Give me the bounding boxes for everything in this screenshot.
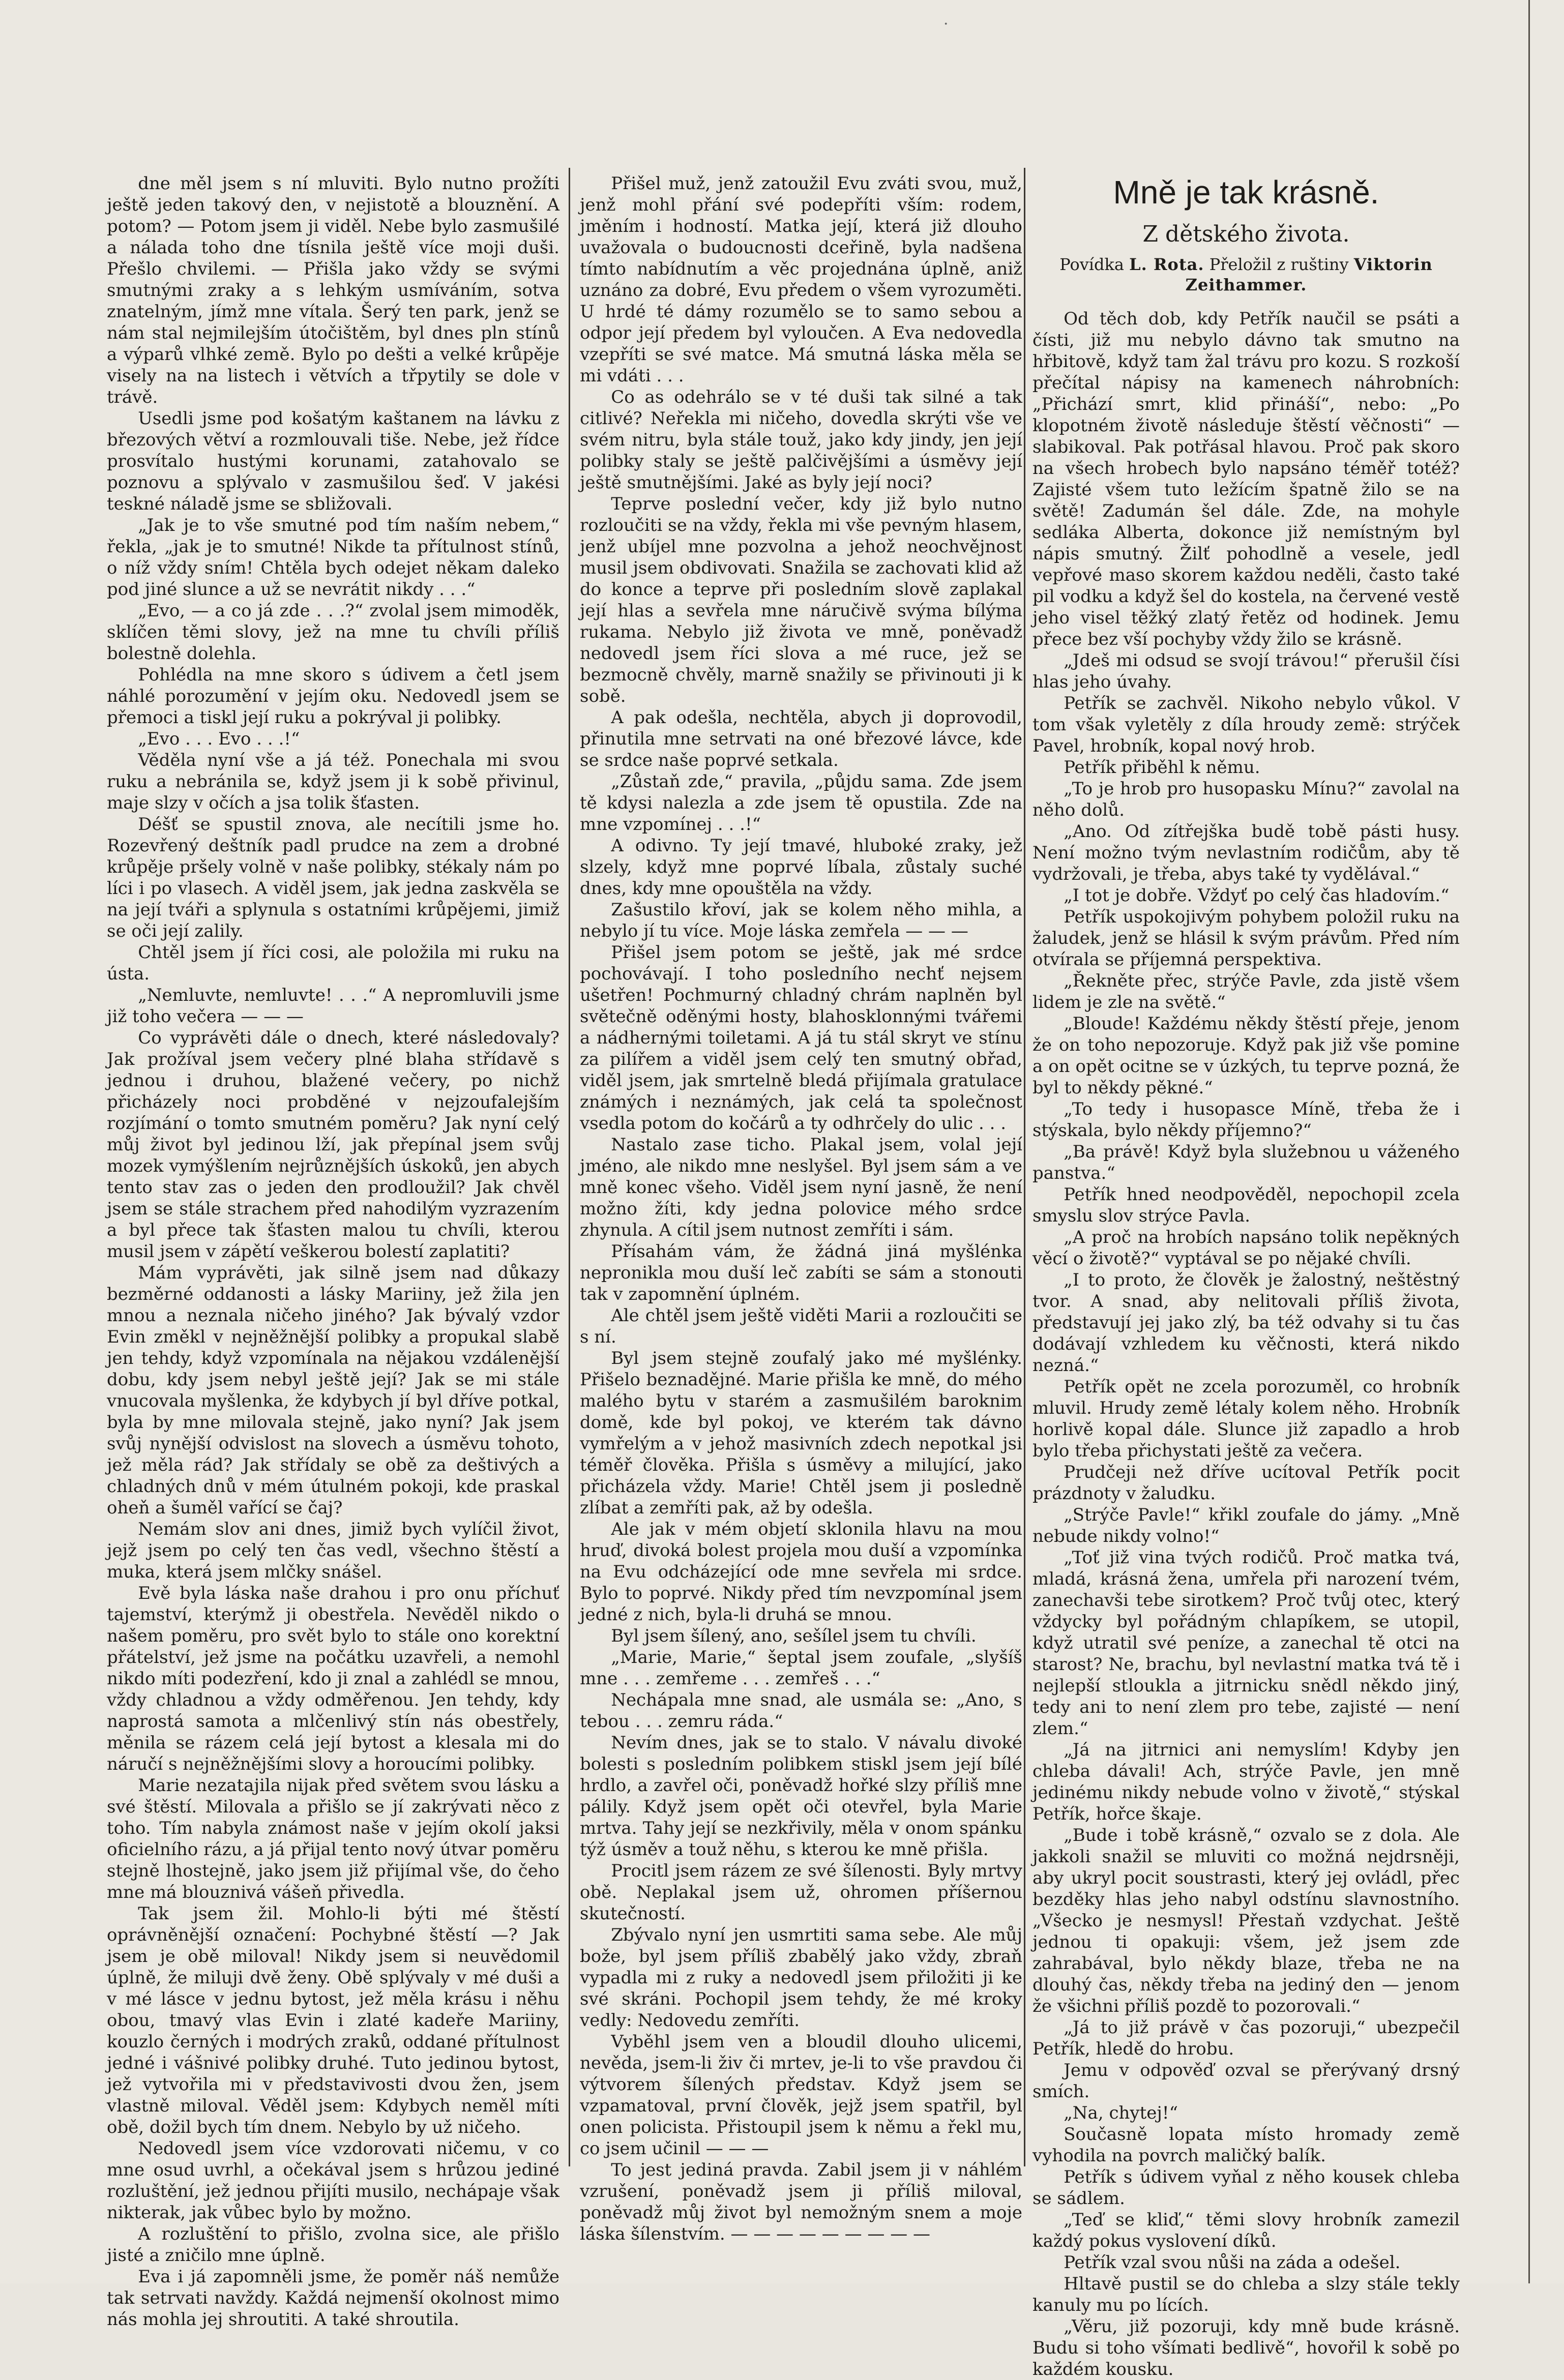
paragraph: Co as odehrálo se v té duši tak silné a tak citlivé? Neřekla mi ničeho, dovedla skrýti vše ve svém nitru, byla stále touž, jako kdy jindy, jen její polibky staly se ještě palčivějšími a úsměvy její ještě smutnějšími. Jaké as byly její noci? xyxy=(580,387,1022,493)
credit-prefix: Povídka xyxy=(1059,255,1124,274)
paragraph: „Toť již vina tvých rodičů. Proč matka tvá, mladá, krásná žena, umřela při narození tvém, zanechavši tebe sirotkem? Proč tvůj otec, který vždycky byl pořádným chlapíkem, se utopil, když utratil své peníze, a zanechal tě otci na starost? Ne, brachu, byl nevlastní matka tvá tě i nejlepší stloukla a jitrnicku snědl někdo jiný, tedy ani to není zlem pro tebe, zajisté — není zlem.“ xyxy=(1032,1548,1460,1739)
paragraph: Petřík se zachvěl. Nikoho nebylo vůkol. V tom však vyletěly z díla hroudy země: strýček Pavel, hrobník, kopal nový hrob. xyxy=(1032,693,1460,756)
paragraph: Zašustilo křoví, jak se kolem něho mihla, a nebylo jí tu více. Moje láska zemřela — — — xyxy=(580,900,1022,941)
story-subtitle: Z dětského života. xyxy=(1142,221,1350,247)
paragraph: dne měl jsem s ní mluviti. Bylo nutno prožíti ještě jeden takový den, v nejistotě a blouznění. A potom? — Potom jsem ji viděl. Nebe bylo zasmušilé a nálada toho dne tísnila ještě více moji duši. Přešlo chvilemi. — Přišla jako vždy se svými smutnými zraky a s lehkým usmíváním, sotva znatelným, jímž mne vítala. Šerý ten park, jenž se nám stal nejmilejším útočištěm, byl dnes pln stínů a výparů vlhké země. Bylo po dešti a velké krůpěje visely na na listech i větvích a třpytily se dole v trávě. xyxy=(107,173,559,407)
paragraph: Marie nezatajila nijak před světem svou lásku a své štěstí. Milovala a přišlo se jí zakrývati něco z toho. Tím nabyla známost naše v jejím okolí jaksi oficielního rázu, a já přijal tento nový útvar poměru stejně lhostejně, jako jsem již přijímal vše, do čeho mne má blouznivá vášeň přivedla. xyxy=(107,1775,559,1902)
paragraph: Hltavě pustil se do chleba a slzy stále tekly kanuly mu po lících. xyxy=(1032,2274,1460,2315)
paragraph: „Jak je to vše smutné pod tím naším nebem,“ řekla, „jak je to smutné! Nikde ta přítulnost stínů, o níž vždy sním! Chtěla bych odejet někam daleko pod jiné slunce a už se nevrátit nikdy . . .“ xyxy=(107,515,559,600)
author-name: L. Rota. xyxy=(1129,255,1204,274)
paragraph: Vyběhl jsem ven a bloudil dlouho ulicemi, nevěda, jsem-li živ či mrtev, je-li to vše pravdou či výtvorem šílených představ. Když jsem se vzpamatoval, první člověk, jejž jsem spatřil, byl onen policista. Přistoupil jsem k němu a řekl mu, co jsem učinil — — — xyxy=(580,2032,1022,2159)
paragraph: Přísahám vám, že žádná jiná myšlénka nepronikla mou duší leč zabíti se sám a stonouti tak v zapomnění úplném. xyxy=(580,1241,1022,1304)
paragraph: Prudčeji než dříve ucítoval Petřík pocit prázdnoty v žaludku. xyxy=(1032,1462,1460,1504)
paragraph: „Ano. Od zítřejška budě tobě pásti husy. Není možno tvým nevlastním rodičům, aby tě vydržovali, je třeba, abys také ty vydělával.“ xyxy=(1032,821,1460,884)
paragraph: Zbývalo nyní jen usmrtiti sama sebe. Ale můj bože, byl jsem příliš zbabělý jako vždy, zbraň vypadla mi z ruky a nedovedl jsem přiložiti ji ke své skráni. Pochopil jsem tehdy, že mé kroky vedly: Nedovedu zemříti. xyxy=(580,1925,1022,2031)
paragraph: Tak jsem žil. Mohlo-li býti mé štěstí oprávněnější označení: Pochybné štěstí —? Jak jsem je obě miloval! Nikdy jsem si neuvědomil úplně, že miluji dvě ženy. Obě splývaly v mé duši a v mé lásce v jednu bytost, jež měla krásu i něhu obou, tmavý vlas Evin i zlaté kadeře Mariiny, kouzlo černých i modrých zraků, oddané přítulnost jedné i vášnivé polibky druhé. Tuto jedinou bytost, jež vytvořila mi v představivosti dvou žen, jsem vlastně miloval. Věděl jsem: Kdybych neměl míti obě, dožil bych tím dnem. Nebylo by už ničeho. xyxy=(107,1903,559,2137)
paragraph: Ale jak v mém objetí sklonila hlavu na mou hruď, divoká bolest projela mou duší a vzpomínka na Evu odcházející ode mne sevřela mi srdce. Bylo to poprvé. Nikdy před tím nevzpomínal jsem jedné z nich, byla-li druhá se mnou. xyxy=(580,1519,1022,1625)
column-divider xyxy=(569,168,570,2166)
paragraph: Chtěl jsem jí říci cosi, ale položila mi ruku na ústa. xyxy=(107,942,559,984)
paragraph: Petřík přiběhl k němu. xyxy=(1064,757,1260,778)
paragraph: Petřík opět ne zcela porozuměl, co hrobník mluvil. Hrudy země létaly kolem něho. Hrobník horlivě kopal dále. Slunce již zapadlo a hrob bylo třeba přichystati ještě za večera. xyxy=(1032,1377,1460,1461)
paragraph: „Zůstaň zde,“ pravila, „půjdu sama. Zde jsem tě kdysi nalezla a zde jsem tě opustila. Zde na mne vzpomínej . . .!“ xyxy=(580,771,1022,835)
paragraph: Petřík s údivem vyňal z něho kousek chleba se sádlem. xyxy=(1032,2167,1460,2209)
paragraph: Mám vyprávěti, jak silně jsem nad důkazy bezměrné oddanosti a lásky Mariiny, jež žila jen mnou a neznala ničeho jiného? Jak bývalý vzdor Evin změkl v nejněžnější polibky a propukal slabě jen tehdy, když vzpomínala na nějakou vzdálenější dobu, kdy jsem nebyl ještě její? Jak se mi stále vnucovala myšlenka, že kdybych jí byl dříve potkal, byla by mne milovala stejně, jako nyní? Jak jsem svůj nynější odvislost na slovech a úsměvu tohoto, jež měla rád? Jak střídaly se obě za deštivých a chladných dnů v mém útulném pokoji, kde praskal oheň a šuměl vařící se čaj? xyxy=(107,1263,559,1518)
story-title: Mně je tak krásně. xyxy=(1113,174,1379,211)
paragraph: Co vyprávěti dále o dnech, které následovaly? Jak prožíval jsem večery plné blaha střídavě s jednou i druhou, blažené večery, po nichž přicházely noci probděné v nejzoufalejším rozjímání o tomto smutném poměru? Jak nyní celý můj život byl jedinou lží, jak přepínal jsem svůj mozek vymýšlením nejrůznějších úskoků, jen abych tento stav zas o jeden den prodloužil? Jak chvěl jsem se stále strachem před nahodilým vyzrazením a byl přece tak šťasten malou tu chvíli, kterou musil jsem v zápětí veškerou bolestí zaplatiti? xyxy=(107,1028,559,1262)
paragraph: Nedovedl jsem více vzdorovati ničemu, v co mne osud uvrhl, a očekával jsem s hrůzou jediné rozluštění, jež jednou přijíti musilo, nechápaje však nikterak, jak vůbec bylo by možno. xyxy=(107,2138,559,2223)
paragraph: „Já to již právě v čas pozoruji,“ ubezpečil Petřík, hledě do hrobu. xyxy=(1032,2017,1460,2059)
paragraph: To jest jediná pravda. Zabil jsem ji v náhlém vzrušení, poněvadž jsem ji příliš miloval, poněvadž můj život byl nemožným snem a moje láska šílenstvím. — — — — — — — — — xyxy=(580,2160,1022,2244)
paragraph: Nevím dnes, jak se to stalo. V návalu divoké bolesti s posledním polibkem stiskl jsem její bílé hrdlo, a zavřel oči, poněvadž hořké slzy příliš mne pálily. Když jsem opět oči otevřel, byla Marie mrtva. Tahy její se nezkřivily, měla v onom spánku týž úsměv a touž něhu, s kterou ke mně přišla. xyxy=(580,1733,1022,1860)
paragraph: Déšť se spustil znova, ale necítili jsme ho. Rozevřený deštník padl prudce na zem a drobné krůpěje pršely volně v naše polibky, stékaly nám po líci i po vlasech. A viděl jsem, jak jedna zaskvěla se na její tváři a splynula s ostatními krůpějemi, jimiž se oči její zalily. xyxy=(107,814,559,941)
paragraph: „To tedy i husopasce Míně, třeba že i stýskala, bylo někdy příjemno?“ xyxy=(1032,1099,1460,1141)
column-middle xyxy=(580,173,1022,2244)
paragraph: „Bloude! Každému někdy štěstí přeje, jenom že on toho nepozoruje. Když pak již vše pomine a on opět ocitne se v úzkých, tu teprve pozná, že byl to někdy pěkné.“ xyxy=(1032,1014,1460,1098)
paragraph: Procitl jsem rázem ze své šílenosti. Byly mrtvy obě. Neplakal jsem už, ohromen příšernou skutečností. xyxy=(580,1861,1022,1924)
paragraph: A pak odešla, nechtěla, abych ji doprovodil, přinutila mne setrvati na oné březové lávce, kde se srdce naše poprvé setkala. xyxy=(580,707,1022,770)
paragraph: Ale chtěl jsem ještě viděti Marii a rozloučiti se s ní. xyxy=(580,1305,1022,1347)
paragraph: Přišel muž, jenž zatoužil Evu zváti svou, muž, jenž mohl přání své podepříti vším: rodem, jměním i hodností. Matka její, která již dlouho uvažovala o budoucnosti dceřině, byla nadšena tímto nabídnutím a věc projednána úplně, aniž uznáno za dobré, Evu předem o všem vyrozuměti. U hrdé té dámy rozumělo se to samo sebou a odpor její předem byl vyloučen. A Eva nedovedla vzepříti se své matce. Má smutná láska měla se mi vdáti . . . xyxy=(580,173,1022,386)
paragraph: „Na, chytej!“ xyxy=(1064,2103,1178,2123)
paragraph: „Bude i tobě krásně,“ ozvalo se z dola. Ale jakkoli snažil se mluviti co možná nejdrsněji, aby ukryl pocit soustrasti, který jej ovládl, přec bezděky hlas jeho nabyl odstínu slavnostního. „Všecko je nesmysl! Přestaň vzdychat. Ještě jednou ti opakuji: všem, jež jsem zde zahrabával, bylo někdy blaze, třeba ne na dlouhý čas, někdy třeba na jediný den — jenom že všichni příliš pozdě to pozorovali.“ xyxy=(1032,1825,1460,2016)
paragraph: Petřík uspokojivým pohybem položil ruku na žaludek, jenž se hlásil k svým právům. Před ním otvírala se příjemná perspektiva. xyxy=(1032,907,1460,970)
paragraph: „I to proto, že člověk je žalostný, neštěstný tvor. A snad, aby nelitovali příliš života, představují jej jako zlý, ba též odvahy si tu čas dodávají vzhledem ku věčnosti, která nikdo nezná.“ xyxy=(1032,1270,1460,1376)
column-divider xyxy=(1024,168,1025,2166)
paragraph: Petřík vzal svou nůši na záda a odešel. xyxy=(1064,2252,1401,2273)
paragraph: „Evo . . . Evo . . .!“ xyxy=(138,729,300,749)
paragraph: „Já na jitrnici ani nemyslím! Kdyby jen chleba dávali! Ach, strýče Pavle, jen mně jedinému nikdy nebude volno v životě,“ stýskal Petřík, hořce škaje. xyxy=(1032,1740,1460,1824)
paragraph: Byl jsem stejně zoufalý jako mé myšlénky. Přišelo beznadějné. Marie přišla ke mně, do mého malého bytu v starém a zasmušilém baroknim domě, kde byl pokoj, ve kterém tak dávno vymřelým a v jehož masivních zdech nepotkal jsi téměř člověka. Přišla s úsměvy a milující, jako přicházela vždy. Marie! Chtěl jsem ji posledně zlíbat a zemříti pak, až by odešla. xyxy=(580,1348,1022,1518)
story-credit xyxy=(1032,254,1460,295)
paragraph: A rozluštění to přišlo, zvolna sice, ale přišlo jisté a zničilo mne úplně. xyxy=(107,2224,559,2266)
page-edge xyxy=(1528,0,1530,2283)
paragraph: Od těch dob, kdy Petřík naučil se psáti a čísti, již mu nebylo dávno tak smutno na hřbitově, když tam žal trávu pro kozu. S rozkoší přečítal nápisy na kamenech náhrobních: „Přichází smrt, klid přináší“, nebo: „Po klopotném životě následuje štěstí věčnosti“ — slabikoval. Pak potřásal hlavou. Proč pak skoro na všech hrobech bylo napsáno téměř totéž? Zajisté všem tuto ležícím špatně žilo se na světě! Zadumán šel dále. Zde, na mohyle sedláka Alberta, dokonce již nemístným byl nápis smutný. Žilť pohodlně a vesele, jedl vepřové maso skorem každou neděli, často také pil vodku a když šel do kostela, na červené vestě jeho visel těžký zlatý řetěz od hodinek. Jemu přece bez vší pochyby vždy žilo se krásně. xyxy=(1032,309,1460,649)
paragraph: Přišel jsem potom se ještě, jak mé srdce pochovávají. I toho posledního nechť nejsem ušetřen! Pochmurný chladný chrám naplněn byl světečně oděnými hosty, blahosklonnými tvářemi a nádhernými toiletami. A já tu stál skryt ve stínu za pilířem a viděl jsem celý ten smutný obřad, viděl jsem, jak smrtelně bledá přijímala gratulace známých i neznámých, jak celá ta společnost vsedla potom do kočárů a ty odhrčely do ulic . . . xyxy=(580,942,1022,1134)
paragraph: Evě byla láska naše drahou i pro onu příchuť tajemství, kterýmž ji obestřela. Nevěděl nikdo o našem poměru, pro svět bylo to stále ono korektní přátelství, jež jsme na počátku uzavřeli, a nemohl nikdo míti podezření, kdo ji znal a zahlédl se mnou, vždy chladnou a vždy odměřenou. Jen tehdy, kdy naprostá samota a mlčenlivý stín nás obestřely, měnila se rázem celá její bytost a klesala mi do náručí s nejněžnějšími slovy a horoucími polibky. xyxy=(107,1583,559,1774)
story-body xyxy=(1032,308,1460,2380)
paragraph: „Řekněte přec, strýče Pavle, zda jistě všem lidem je zle na světě.“ xyxy=(1032,971,1460,1013)
paragraph: „Ba právě! Když byla služebnou u váženého panstva.“ xyxy=(1032,1142,1460,1183)
paragraph: Pohlédla na mne skoro s údivem a četl jsem náhlé porozumění v jejím oku. Nedovedl jsem se přemoci a tiskl její ruku a pokrýval ji polibky. xyxy=(107,665,559,728)
paragraph: „Věru, již pozoruji, kdy mně bude krásně. Budu si toho všímati bedlivě“, hovořil k sobě po každém kousku. xyxy=(1032,2316,1460,2379)
print-mark: · xyxy=(943,15,949,33)
paragraph: „Strýče Pavle!“ křikl zoufale do jámy. „Mně nebude nikdy volno!“ xyxy=(1032,1505,1460,1546)
column-left xyxy=(107,173,559,2330)
paragraph: Teprve poslední večer, kdy již bylo nutno rozloučiti se na vždy, řekla mi vše pevným hlasem, jenž ubíjel mne pozvolna a jehož neochvějnost musil jsem obdivovati. Snažila se zachovati klid až do konce a teprve při posledním slově zaplakal její hlas a sevřela mne náručivě svýma bílýma rukama. Nebylo již života ve mně, poněvadž nedovedl jsem říci slova a mé ruce, jež se bezmocně chvěly, marně snažily se přivinouti ji k sobě. xyxy=(580,494,1022,706)
paragraph: Současně lopata místo hromady země vyhodila na povrch maličký balík. xyxy=(1032,2124,1460,2166)
paragraph: „I tot je dobře. Vždyť po celý čas hladovím.“ xyxy=(1064,885,1450,906)
paragraph: Eva i já zapomněli jsme, že poměr náš nemůže tak setrvati navždy. Každá nejmenší okolnost mimo nás mohla jej shroutiti. A také shroutila. xyxy=(107,2267,559,2330)
translator-name: Viktorin Zeithammer. xyxy=(1185,255,1433,294)
paragraph: A odivno. Ty její tmavé, hluboké zraky, jež slzely, když mne poprvé líbala, zůstaly suché dnes, kdy mne opouštěla na vždy. xyxy=(580,836,1022,899)
paragraph: „Teď se kliď,“ těmi slovy hrobník zamezil každý pokus vyslovení díků. xyxy=(1032,2210,1460,2251)
paragraph: „To je hrob pro husopasku Mínu?“ zavolal na něho dolů. xyxy=(1032,779,1460,820)
paragraph: Nechápala mne snad, ale usmála se: „Ano, s tebou . . . zemru ráda.“ xyxy=(580,1690,1022,1732)
paragraph: „Marie, Marie,“ šeptal jsem zoufale, „slyšíš mne . . . zemřeme . . . zemřeš . . .“ xyxy=(580,1647,1022,1689)
credit-middle: Přeložil z ruštiny xyxy=(1209,255,1349,274)
paragraph: Jemu v odpověď ozval se přerývaný drsný smích. xyxy=(1032,2060,1460,2102)
paragraph: Petřík hned neodpověděl, nepochopil zcela smyslu slov strýce Pavla. xyxy=(1032,1184,1460,1226)
column-right xyxy=(1032,173,1460,2379)
paragraph: Usedli jsme pod košatým kaštanem na lávku z březových větví a rozmlouvali tiše. Nebe, jež řídce prosvítalo hustými korunami, zatahovalo se poznovu a splývalo v zasmušilou šeď. V jakési teskné náladě jsme se sbližovali. xyxy=(107,408,559,514)
paragraph: „Nemluvte, nemluvte! . . .“ A nepromluvili jsme již toho večera — — — xyxy=(107,985,559,1027)
paragraph: Byl jsem šílený, ano, sešílel jsem tu chvíli. xyxy=(611,1626,977,1646)
paragraph: Nastalo zase ticho. Plakal jsem, volal její jméno, ale nikdo mne neslyšel. Byl jsem sám a ve mně konec všeho. Viděl jsem nyní jasně, že není možno žíti, kdy jedna polovice mého srdce zhynula. A cítil jsem nutnost zemříti i sám. xyxy=(580,1135,1022,1240)
paragraph: „Jdeš mi odsud se svojí trávou!“ přerušil čísi hlas jeho úvahy. xyxy=(1032,650,1460,692)
paragraph: „Evo, — a co já zde . . .?“ zvolal jsem mimoděk, sklíčen těmi slovy, jež na mne tu chvíli příliš bolestně dolehla. xyxy=(107,601,559,664)
paragraph: Věděla nyní vše a já též. Ponechala mi svou ruku a nebránila se, když jsem ji k sobě přivinul, maje slzy v očích a jsa tolik šťasten. xyxy=(107,750,559,813)
paragraph: „A proč na hrobích napsáno tolik nepěkných věcí o životě?“ vyptával se po nějaké chvíli. xyxy=(1032,1227,1460,1269)
paragraph: Nemám slov ani dnes, jimiž bych vylíčil život, jejž jsem po celý ten čas vedl, všechno štěstí a muka, která jsem mlčky snášel. xyxy=(107,1519,559,1582)
